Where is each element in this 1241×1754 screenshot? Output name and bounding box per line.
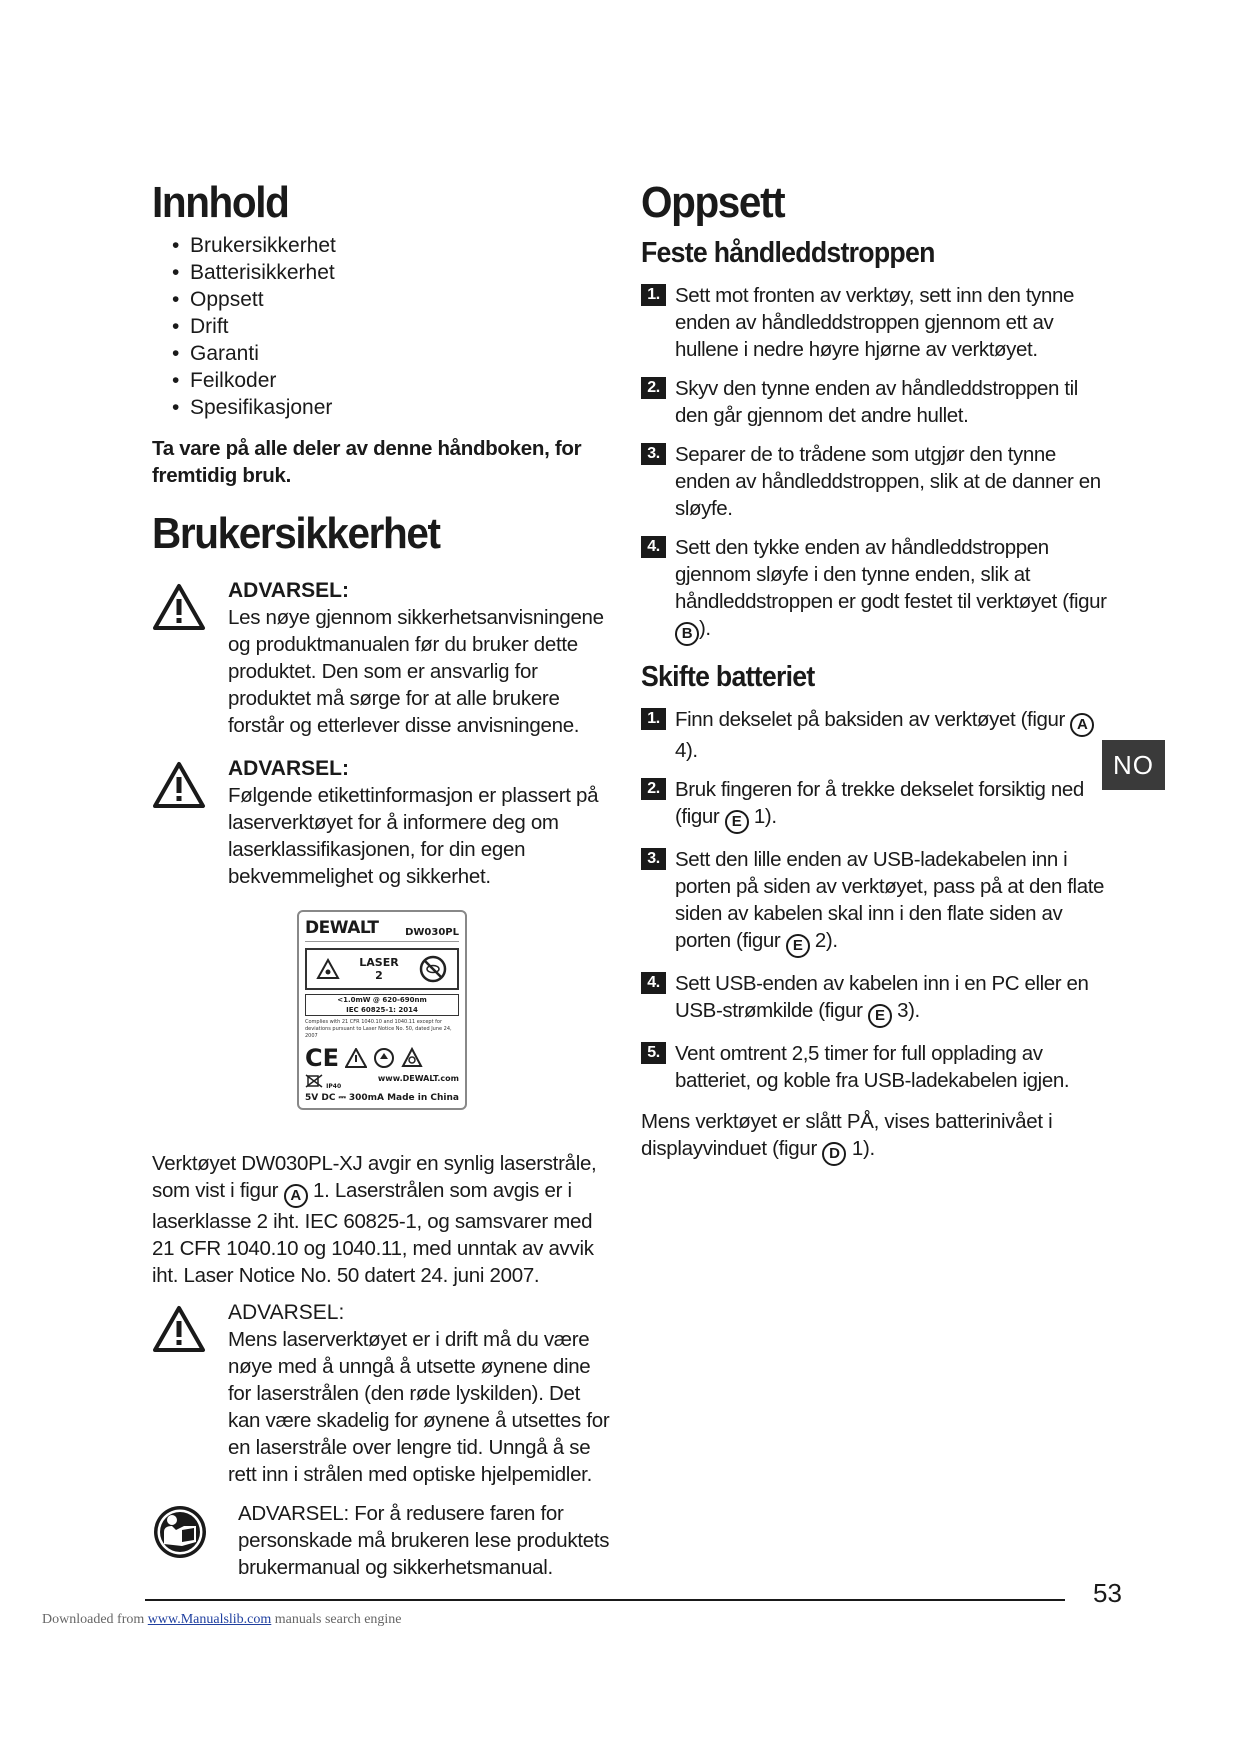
step: 5. Vent omtrent 2,5 timer for full opplading av batteriet, og koble fra USB-ladekabelen igjen. [641,1040,1111,1094]
warning-triangle-icon [152,583,206,631]
toc-item[interactable]: • Oppsett [172,288,264,311]
laser-hazard-icon [316,958,340,980]
warning-text: Følgende etikettinformasjon er plassert på laserverktøyet for å informere deg om laserklassifikasjonen, for din egen bekvemmelighet og sikkerhet. [228,784,599,888]
toc-item[interactable]: • Feilkoder [172,369,277,392]
battery-title: Skifte batteriet [641,661,815,693]
toc-item[interactable]: • Drift [172,315,229,338]
step: 3. Sett den lille enden av USB-ladekabelen inn i porten på siden av verktøyet, pass på at den flate siden av kabelen skal inn i den flate siden av porten (figur E 2). [641,846,1111,958]
warning-text: ADVARSEL: For å redusere faren for personskade må brukeren lese produktets brukermanual og sikkerhetsmanual. [238,1502,610,1579]
step: 4. Sett den tykke enden av håndleddstroppen gjennom sløyfe i den tynne enden, slik at håndleddstroppen er godt festet til verktøyet (figur B ). [641,534,1111,646]
step-number: 5. [641,1042,666,1064]
warning-text: Mens laserverktøyet er i drift må du være nøye med å unngå å utsette øynene dine for laserstrålen (den røde lyskilden). Det kan være skadelig for øynene å utsettes for en laserstråle over lengre tid. Unngå å se rett inn i strålen med optiske hjelpemidler. [228,1328,610,1486]
warning-heading: ADVARSEL: [228,1301,345,1324]
warning-heading: ADVARSEL: [228,757,349,780]
step-number: 1. [641,284,666,306]
figure-ref: A [1070,713,1094,737]
step-number: 4. [641,972,666,994]
step-number: 4. [641,536,666,558]
right-column [641,178,1111,1166]
step: 1. Sett mot fronten av verktøy, sett inn den tynne enden av håndleddstroppen gjennom ett av hullene i nedre høyre hjørne av verktøyet. [641,282,1111,363]
figure-ref: B [675,622,699,646]
left-column [152,178,612,1581]
warning-heading: ADVARSEL: [228,579,349,602]
toc-title: Innhold [152,178,289,227]
step: 1. Finn dekselet på baksiden av verktøyet (figur A 4). [641,706,1111,764]
warning-triangle-icon [152,1305,206,1353]
toc-item[interactable]: • Garanti [172,342,259,365]
toc-list [172,232,612,421]
step: 2. Skyv den tynne enden av håndleddstroppen til den går gjennom det andre hullet. [641,375,1111,429]
battery-level-note: Mens verktøyet er slått PÅ, vises batterinivået i displayvinduet (figur D 1). [641,1108,1111,1166]
label-brand: DEWALT [305,918,379,938]
manualslib-link[interactable]: www.Manualslib.com [147,1612,272,1627]
label-www: www.DEWALT.com [377,1074,459,1083]
language-tab: NO [1102,740,1165,790]
step-number: 3. [641,443,666,465]
laser-description: Verktøyet DW030PL-XJ avgir en synlig laserstråle, som vist i figur A 1. Laserstrålen som avgis er i laserklasse 2 iht. IEC 60825-1, og samsvarer med 21 CFR 1040.10 og 1040.11, med unntak av avvik iht. Laser Notice No. 50 datert 24. juni 2007. [152,1152,597,1287]
step: 2. Bruk fingeren for å trekke dekselet forsiktig ned (figur E 1). [641,776,1111,834]
label-specs: <1.0mW @ 620-690nm IEC 60825-1: 2014 [305,994,459,1016]
step: 4. Sett USB-enden av kabelen inn i en PC eller en USB-strømkilde (figur E 3). [641,970,1111,1028]
label-model: DW030PL [405,927,459,938]
weee-bin-icon [305,1074,323,1088]
step-number: 2. [641,778,666,800]
figure-ref: D [822,1142,846,1166]
label-ip: IP40 [326,1083,342,1090]
keep-manual-note: Ta vare på alle deler av denne håndboken, for fremtidig bruk. [152,437,582,487]
setup-title: Oppsett [641,178,785,227]
toc-item[interactable]: • Spesifikasjoner [172,396,333,419]
warning-triangle-icon [152,761,206,809]
step: 3. Separer de to trådene som utgjør den tynne enden av håndleddstroppen, slik at de danner en sløyfe. [641,441,1111,522]
battery-recycle-icon [401,1047,423,1069]
warning-block [152,755,612,890]
label-laser-class: 2 [375,969,383,982]
figure-ref: E [786,934,810,958]
laser-label-image [297,910,467,1110]
warning-block [152,577,612,739]
figure-ref: A [284,1184,308,1208]
step-number: 2. [641,377,666,399]
figure-ref: E [868,1004,892,1028]
label-compliance: Complies with 21 CFR 1040.10 and 1040.11 except for deviations pursuant to Laser Notice No. 50, dated June 24, 2007 [305,1019,452,1039]
safety-title: Brukersikkerhet [152,509,440,558]
warning-text: Les nøye gjennom sikkerhetsanvisningene og produktmanualen før du bruker dette produktet. Den som er ansvarlig for produktet må sørge for at alle brukere forstår og etterlever disse anvisningene. [228,606,604,737]
no-eye-stare-icon [418,954,448,984]
footer-rule [145,1599,1065,1601]
warning-block [152,1299,612,1488]
toc-item[interactable]: • Batterisikkerhet [172,261,335,284]
recycle-icon [373,1047,395,1069]
ce-mark: CE [305,1044,340,1072]
page-number: 53 [1093,1578,1122,1608]
toc-item[interactable]: • Brukersikkerhet [172,234,336,257]
warning-block [152,1500,612,1581]
read-manual-icon [152,1504,208,1560]
label-laser-word: LASER [359,956,399,969]
label-power: 5V DC ⎓ 300mA [305,1093,385,1103]
figure-ref: E [725,810,749,834]
step-number: 1. [641,708,666,730]
download-footer: Downloaded from www.Manualslib.com manuals search engine [42,1612,402,1627]
label-made: Made in China [387,1093,459,1103]
caution-triangle-icon [345,1048,367,1068]
step-number: 3. [641,848,666,870]
strap-title: Feste håndleddstroppen [641,237,935,269]
